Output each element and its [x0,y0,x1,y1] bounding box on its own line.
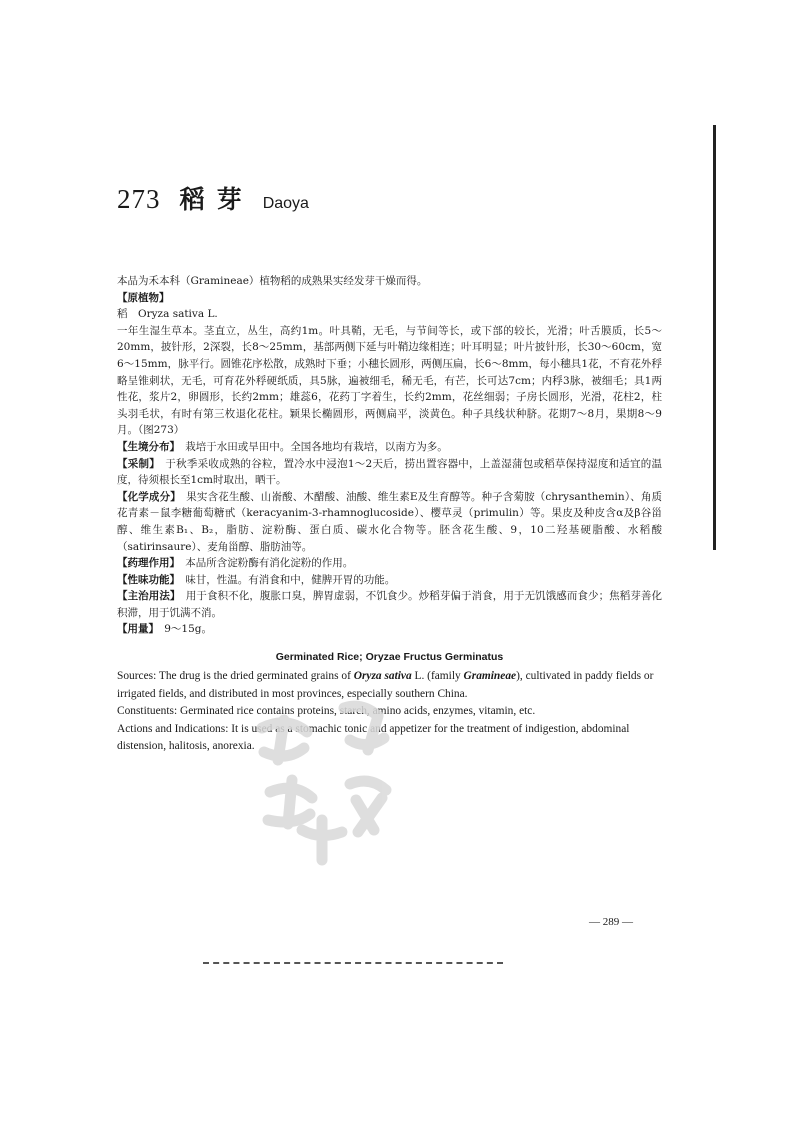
english-title: Germinated Rice; Oryzae Fructus Germinatus [275,651,504,663]
actions-label: Actions and Indications: [117,722,229,735]
seal-watermark [232,680,432,870]
plant-heading: 【原植物】 [117,291,170,304]
plant-latin-name: 稻 Oryza sativa L. [117,308,218,321]
chinese-body [117,273,662,638]
pharmacology-text: 本品所含淀粉酶有消化淀粉的作用。 [185,557,354,570]
entry-number: 273 [117,184,161,214]
usage-text: 用于食积不化，腹胀口臭，脾胃虚弱，不饥食少。炒稻芽偏于消食，用于无饥饿感而食少；焦稻芽善化积滞，用于饥满不消。 [117,590,663,619]
entry-name-cn: 稻芽 [179,185,254,214]
margin-rule [713,125,716,550]
constituents-text: Germinated rice contains proteins, starch, amino acids, enzymes, vitamin, etc. [179,705,536,717]
entry-name-pinyin: Daoya [262,195,309,212]
sources-label: Sources: [117,670,157,682]
sources-family: Gramineae [463,670,517,682]
entry-title [117,180,309,216]
actions-text: It is used as a stomachic tonic and appetizer for the treatment of indigestion, abdominal distension, halitosis, anorexia. [117,722,630,752]
sources-part1: The drug is the dried germinated grains of [158,670,354,682]
intro-paragraph: 本品为禾本科（Gramineae）植物稻的成熟果实经发芽干燥而得。 [117,275,428,287]
page-number: — 289 — [589,916,633,928]
bottom-dashed-rule [203,962,503,964]
sources-part3: ), cultivated in paddy fields or irrigated fields, and distributed in most provinces, especially southern China. [117,670,654,700]
harvest-text: 于秋季采收成熟的谷粒，置冷水中浸泡1～2天后，捞出置容器中，上盖湿蒲包或稻草保持湿度和适宜的温度，待须根长至1cm时取出，晒干。 [117,457,663,487]
properties-heading: 【性味功能】 [117,573,175,586]
constituents-label: Constituents: [117,705,178,717]
harvest-heading: 【采制】 [117,457,155,470]
plant-description: 一年生湿生草本。茎直立，丛生，高约1m。叶具鞘，无毛，与节间等长，或下部的较长，光滑；叶舌膜质，长5～20mm，披针形，2深裂，长8～25mm，基部两侧下延与叶鞘边缘相连；叶耳明显；叶片披针形，长30～60cm，宽6～15mm，脉平行。圆锥花序松散，成熟时下垂；小穗长圆形，两侧压扁，长6～8mm，每小穗具1花，不育花外稃略呈锥刺状，无毛，可育花外稃硬纸质，具5脉，遍被细毛，稀无毛，有芒，长可达7cm；内稃3脉，被细毛；具1两性花，浆片2，卵圆形，长约2mm；雄蕊6，花药丁字着生，长约2mm，花丝细弱；子房长圆形，光滑，花柱2，柱头羽毛状，有时有第三枚退化花柱。颖果长椭圆形，两侧扁平，淡黄色。种子具线状种脐。花期7～8月，果期8～9月。（图273） [117,324,662,437]
pharmacology-heading: 【药理作用】 [117,557,175,570]
habitat-heading: 【生境分布】 [117,440,175,453]
chemistry-text: 果实含花生酸、山嵛酸、木醋酸、油酸、维生素E及生育醇等。种子含菊胺（chrysanthemin）、角质花青素－鼠李糖葡萄糖甙（keracyanim-3-rhamnoglucoside）、樱草灵（primulin）等。果皮及种皮含α及β谷甾醇、维生素B₁、B₂，脂肪、淀粉酶、蛋白质、碳水化合物等。胚含花生酸、9，10二羟基硬脂酸、水稻酸（satirinsaure）、麦角甾醇、脂肪油等。 [117,490,663,553]
sources-part2: L. (family [411,670,464,682]
dosage-text: 9～15g。 [164,623,213,636]
habitat-text: 栽培于水田或旱田中。全国各地均有栽培，以南方为多。 [185,440,448,453]
sources-species: Oryza sativa [353,670,412,682]
chemistry-heading: 【化学成分】 [117,490,176,503]
properties-text: 味甘，性温。有消食和中，健脾开胃的功能。 [185,573,396,586]
dosage-heading: 【用量】 [117,623,154,636]
usage-heading: 【主治用法】 [117,590,176,603]
